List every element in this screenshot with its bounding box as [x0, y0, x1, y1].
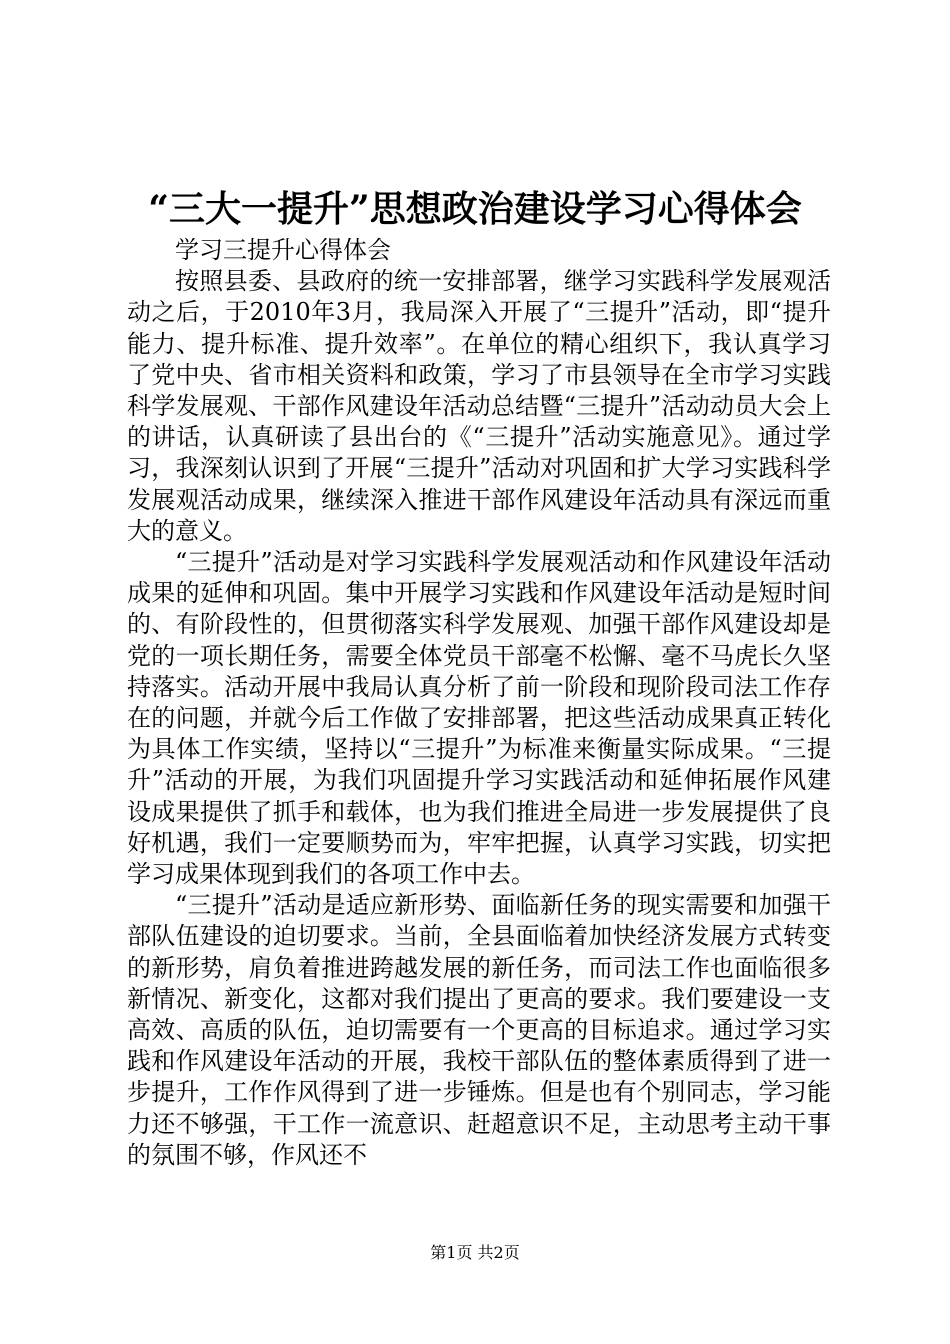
page-footer: [0, 1242, 950, 1264]
paragraph: “三提升”活动是对学习实践科学发展观活动和作风建设年活动成果的延伸和巩固。集中开展学习实践和作风建设年活动是短时间的、有阶段性的，但贯彻落实科学发展观、加强干部作风建设却是党的一项长期任务，需要全体党员干部毫不松懈、毫不马虎长久坚持落实。活动开展中我局认真分析了前一阶段和现阶段司法工作存在的问题，并就今后工作做了安排部署，把这些活动成果真正转化为具体工作实绩，坚持以“三提升”为标准来衡量实际成果。“三提升”活动的开展，为我们巩固提升学习实践活动和延伸拓展作风建设成果提供了抓手和载体，也为我们推进全局进一步发展提供了良好机遇，我们一定要顺势而为，牢牢把握，认真学习实践，切实把学习成果体现到我们的各项工作中去。: [127, 548, 831, 889]
document-title: “三大一提升”思想政治建设学习心得体会: [148, 188, 802, 230]
document-body: [127, 235, 831, 1171]
page-number-label: 第1页 共2页: [430, 1243, 520, 1262]
paragraph: “三提升”活动是适应新形势、面临新任务的现实需要和加强干部队伍建设的迫切要求。当前，全县面临着加快经济发展方式转变的新形势，肩负着推进跨越发展的新任务，而司法工作也面临很多新情况、新变化，这都对我们提出了更高的要求。我们要建设一支高效、高质的队伍，迫切需要有一个更高的目标追求。通过学习实践和作风建设年活动的开展，我校干部队伍的整体素质得到了进一步提升，工作作风得到了进一步锤炼。但是也有个别同志，学习能力还不够强，干工作一流意识、赶超意识不足，主动思考主动干事的氛围不够，作风还不: [127, 891, 831, 1169]
paragraph-subtitle: 学习三提升心得体会: [175, 236, 391, 264]
paragraph: 按照县委、县政府的统一安排部署，继学习实践科学发展观活动之后，于2010年3月，我局深入开展了“三提升”活动，即“提升能力、提升标准、提升效率”。在单位的精心组织下，我认真学习了党中央、省市相关资料和政策，学习了市县领导在全市学习实践科学发展观、干部作风建设年活动总结暨“三提升”活动动员大会上的讲话，认真研读了县出台的《“三提升”活动实施意见》。通过学习，我深刻认识到了开展“三提升”活动对巩固和扩大学习实践科学发展观活动成果，继续深入推进干部作风建设年活动具有深远而重大的意义。: [127, 267, 831, 545]
